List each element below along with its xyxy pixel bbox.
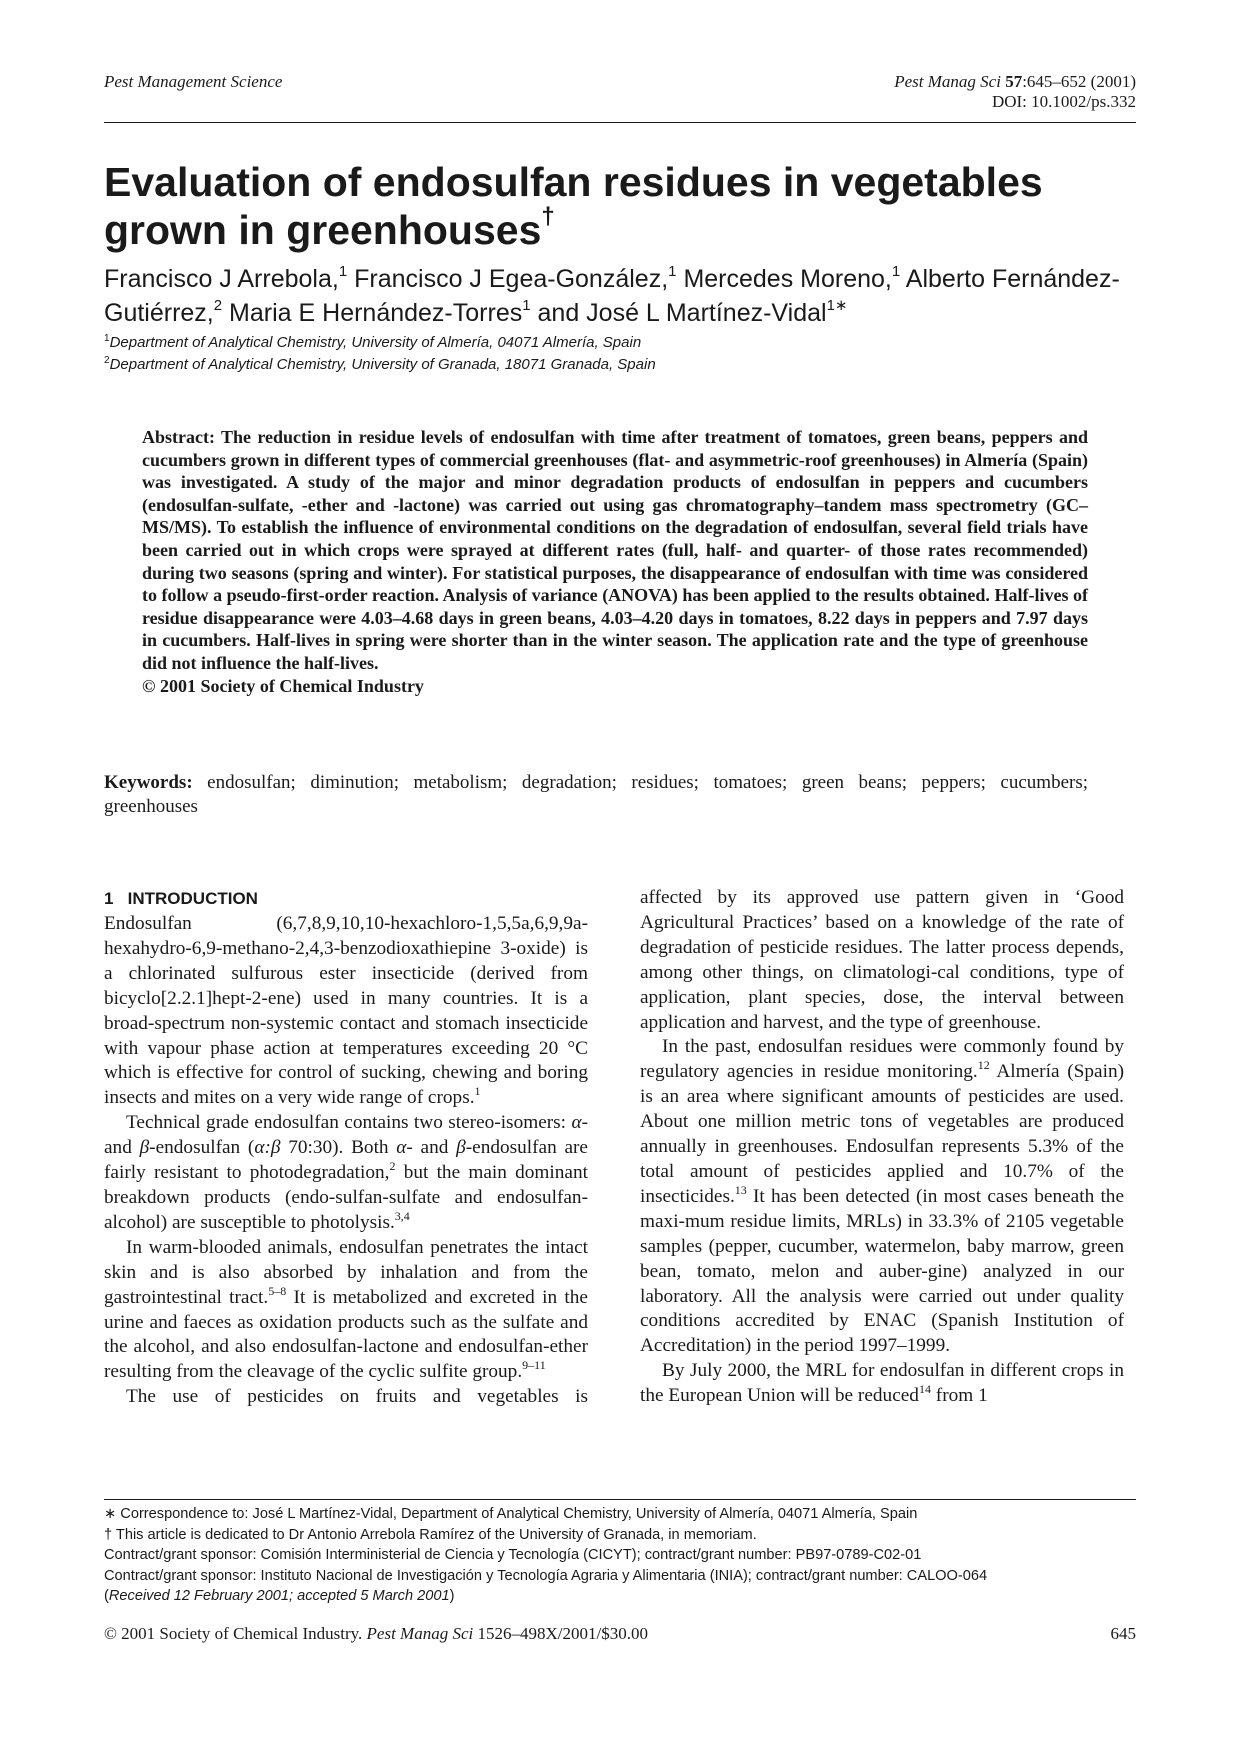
- paragraph-text: Endosulfan (6,7,8,9,10,10-hexachloro-1,5,5a,6,9,9a-hexahydro-6,9-methano-2,4,3-benzodioxathiepine 3-oxide) is a chlorinated sulfurous ester insecticide (derived from bicyclo[2.2.1]hept-2-ene) used in many countries. It is a broad-spectrum non-systemic contact and stomach insecticide with vapour phase action at temperatures exceeding 20 °C which is effective for control of sucking, chewing and boring insects and mites on a very wide range of crops.: [104, 913, 588, 1109]
- author-affiliation-mark: 1: [522, 297, 531, 314]
- author-affiliation-mark: 1: [668, 263, 677, 280]
- affiliation-2: [104, 355, 1144, 375]
- citation-ref: 12: [977, 1058, 990, 1073]
- section-title: INTRODUCTION: [127, 889, 258, 908]
- abstract-text: Abstract: The reduction in residue levels of endosulfan with time after treatment of tomatoes, green beans, peppers and cucumbers grown in different types of commercial greenhouses (flat- and asymmetric-roof greenhouses) in Almería (Spain) was investigated. A study of the major and minor degradation products of endosulfan in peppers and cucumbers (endosulfan-sulfate, -ether and -lactone) was carried out using gas chromatography–tandem mass spectrometry (GC–MS/MS). To establish the influence of environmental conditions on the degradation of endosulfan, several field trials have been carried out in which crops were sprayed at different rates (full, half- and quarter- of those rates recommended) during two seasons (spring and winter). For statistical purposes, the disappearance of endosulfan with time was considered to follow a pseudo-first-order reaction. Analysis of variance (ANOVA) has been applied to the results obtained. Half-lives of residue disappearance were 4.03–4.68 days in green beans, 4.03–4.20 days in tomatoes, 8.22 days in peppers and 7.97 days in cucumbers. Half-lives in spring were shorter than in the winter season. The application rate and the type of greenhouse did not influence the half-lives.: [142, 427, 1088, 673]
- abstract: [142, 426, 1088, 697]
- keywords-list: endosulfan; diminution; metabolism; degradation; residues; tomatoes; green beans; peppers; cucumbers; greenhouses: [104, 772, 1089, 817]
- page-number: 645: [1110, 1624, 1136, 1643]
- affiliation-text: Department of Analytical Chemistry, University of Granada, 18071 Granada, Spain: [109, 356, 656, 373]
- paragraph: In warm-blooded animals, endosulfan penetrates the intact skin and is also absorbed by inhalation and from the gastrointestinal tract.$^{5-8}$ It is metabolized and excreted in the urine and faeces as oxidation products such as the sulfate and the alcohol, and also endosulfan-lactone and endosulfan-ether resulting from the cleavage of the cyclic sulfite group.$^{9-11}$: [104, 1236, 588, 1383]
- citation-ref: 5–8: [268, 1283, 287, 1298]
- article-title: [104, 158, 1144, 254]
- affiliation-text: Department of Analytical Chemistry, University of Almería, 04071 Almería, Spain: [109, 334, 642, 351]
- author-affiliation-mark: 1: [338, 263, 348, 280]
- abstract-copyright: © 2001 Society of Chemical Industry: [142, 675, 424, 696]
- citation-ref: 14: [918, 1382, 931, 1397]
- article-title-text: Evaluation of endosulfan residues in vegetables grown in greenhouses: [104, 159, 1043, 253]
- journal-name: Pest Management Science: [104, 72, 283, 91]
- dedication-note: † This article is dedicated to Dr Antonio Arrebola Ramírez of the University of Granada, in memoriam.: [104, 1526, 757, 1543]
- citation-ref: 2: [389, 1159, 396, 1174]
- body-column-left: [104, 886, 588, 1410]
- author-affiliation-mark: 1∗: [826, 297, 848, 314]
- paragraph: In the past, endosulfan residues were commonly found by regulatory agencies in residue monitoring.$^{12}$ Almería (Spain) is an area where significant amounts of pesticides are used. About one million metric tons of vegetables are produced annually in greenhouses. Endosulfan represents 5.3% of the total amount of pesticides applied and 10.7% of the insecticides.$^{13}$ It has been detected (in most cases beneath the maxi-mum residue limits, MRLs) in 33.3% of 2105 vegetable samples (pepper, cucumber, watermelon, baby marrow, green bean, tomato, melon and auber-gine) analyzed in our laboratory. All the analysis were carried out under quality conditions accredited by ENAC (Spanish Institution of Accreditation) in the period 1997–1999.: [640, 1036, 1124, 1357]
- affiliation-1: [104, 333, 1144, 353]
- author-list: [104, 262, 1144, 330]
- author: Alberto Fernández-Gutiérrez,: [104, 265, 1120, 327]
- paragraph: Technical grade endosulfan contains two stereo-isomers: α- and β-endosulfan (α:β 70:30). Both α- and β-endosulfan are fairly resistant to photodegradation,$^2$ but the main dominant breakdown products (endo-sulfan-sulfate and endosulfan-alcohol) are susceptible to photolysis.$^{3,4}$: [104, 1112, 588, 1233]
- title-dagger: †: [541, 203, 555, 230]
- paragraph-continued: affected by its approved use pattern given in ‘Good Agricultural Practices’ based on a knowledge of the rate of degradation of pesticide residues. The latter process depends, among other things, on climatologi-cal conditions, type of application, plant species, dose, the interval between application and harvest, and the type of greenhouse.: [640, 887, 1124, 1033]
- footnote-rule: [104, 1499, 1136, 1500]
- grant-note: Contract/grant sponsor: Comisión Interministerial de Ciencia y Tecnología (CICYT); contract/grant number: PB97-0789-C02-01: [104, 1547, 922, 1563]
- header-rule: [104, 122, 1136, 123]
- author: Francisco J Arrebola,: [104, 265, 339, 293]
- citation-ref: 3,4: [394, 1208, 410, 1223]
- correspondence-note: ∗ Correspondence to: José L Martínez-Vidal, Department of Analytical Chemistry, University of Almería, 04071 Almería, Spain: [104, 1506, 918, 1522]
- author-affiliation-mark: 2: [213, 297, 223, 314]
- grant-note: Contract/grant sponsor: Instituto Nacional de Investigación y Tecnología Agraria y Alimentaria (INIA); contract/grant number: CALOO-064: [104, 1567, 988, 1584]
- author: Mercedes Moreno,: [676, 265, 892, 293]
- author-affiliation-mark: 1: [891, 263, 901, 280]
- affiliation-mark: 1: [104, 333, 110, 344]
- author: Maria E Hernández-Torres: [222, 299, 523, 327]
- citation-ref: 1: [474, 1084, 481, 1099]
- body-column-right: [640, 886, 1124, 1409]
- citation-volume: 57: [1005, 72, 1023, 91]
- citation: [894, 72, 1136, 112]
- section-number: 1: [104, 889, 114, 908]
- received-note: (Received 12 February 2001; accepted 5 March 2001): [104, 1588, 455, 1604]
- doi: DOI: 10.1002/ps.332: [991, 92, 1136, 111]
- keywords: [104, 771, 1088, 818]
- section-heading: [104, 886, 588, 912]
- paragraph: The use of pesticides on fruits and vegetables is: [126, 1386, 588, 1408]
- paragraph: By July 2000, the MRL for endosulfan in different crops in the European Union will be reduced$^{14}$ from 1: [640, 1360, 1124, 1407]
- keywords-label: Keywords:: [104, 772, 193, 793]
- footer-copyright: © 2001 Society of Chemical Industry. Pest Manag Sci 1526–498X/2001/$30.00: [104, 1624, 648, 1643]
- author: Francisco J Egea-González,: [347, 265, 669, 293]
- author: and José L Martínez-Vidal: [530, 299, 827, 327]
- citation-ref: 13: [734, 1182, 747, 1197]
- citation-pages: :645–652 (2001): [1022, 72, 1136, 91]
- citation-ref: 9–11: [522, 1358, 546, 1373]
- citation-journal: Pest Manag Sci: [894, 72, 1001, 91]
- footnotes: [104, 1504, 1144, 1607]
- affiliation-mark: 2: [104, 355, 110, 366]
- paragraph: [104, 912, 588, 1111]
